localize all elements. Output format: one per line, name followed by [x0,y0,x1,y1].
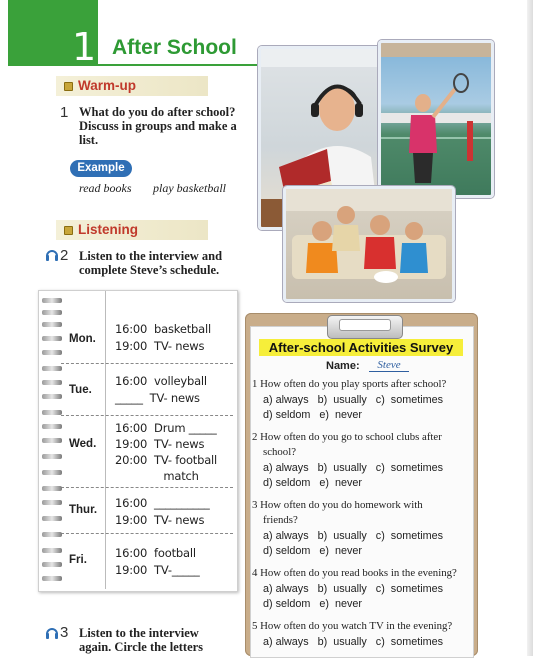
schedule-blank-line[interactable]: _____ TV- news [115,391,200,405]
survey-q5-options[interactable]: a) always b) usually c) sometimes [263,636,443,648]
listening-q3-line-1: Listen to the interview [79,626,199,640]
survey-q1-options[interactable]: a) always b) usually c) sometimes [263,394,443,406]
warmup-question-number: 1 [60,104,69,121]
survey-name-value[interactable]: Steve [369,359,409,372]
title-underline [98,64,258,66]
warmup-question-line-3: list. [79,133,99,147]
survey-q2: 2 How often do you go to school clubs after [252,431,442,443]
example-item-1: read books [79,181,132,195]
photo-kids-watching-tv [283,186,455,302]
survey-q2-options[interactable]: d) seldom e) never [263,477,363,489]
schedule-day-wed: Wed. [69,438,97,450]
audio-icon[interactable] [45,625,59,640]
schedule-day-mon: Mon. [69,333,96,345]
schedule-line: match [115,469,199,483]
notebook-spiral [30,292,60,588]
listening-q2-line-1: Listen to the interview and [79,249,223,263]
survey-q3: friends? [263,514,298,526]
warmup-bullet-icon [64,82,73,91]
survey-q2-options[interactable]: a) always b) usually c) sometimes [263,462,443,474]
example-item-2: play basketball [153,181,226,195]
example-badge: Example [70,160,132,177]
survey-q1-options[interactable]: d) seldom e) never [263,409,363,421]
survey-q5: 5 How often do you watch TV in the evening? [252,620,453,632]
schedule-line: 19:00 TV- news [115,437,205,451]
schedule-column-divider [105,291,106,589]
survey-title: After-school Activities Survey [259,339,463,356]
schedule-day-tue: Tue. [69,384,92,396]
listening-label: Listening [78,222,138,237]
schedule-line: 16:00 volleyball [115,374,207,388]
schedule-divider [61,533,233,534]
survey-q3-options[interactable]: d) seldom e) never [263,545,363,557]
clipboard-clip-hole [339,319,391,331]
schedule-day-fri: Fri. [69,554,87,566]
schedule-line: 19:00 TV- news [115,513,205,527]
survey-q3-options[interactable]: a) always b) usually c) sometimes [263,530,443,542]
schedule-notebook [38,290,238,592]
schedule-line: 16:00 football [115,546,196,560]
listening-q2-number: 2 [60,247,69,264]
schedule-line: 19:00 TV- news [115,339,205,353]
survey-q4: 4 How often do you read books in the evening? [252,567,457,579]
schedule-divider [61,487,233,488]
warmup-question-line-1: What do you do after school? [79,105,236,119]
unit-number: 1 [72,25,97,69]
listening-q2-line-2: complete Steve’s schedule. [79,263,220,277]
survey-q3: 3 How often do you do homework with [252,499,423,511]
survey-q1: 1 How often do you play sports after school? [252,378,447,390]
warmup-question-line-2: Discuss in groups and make a [79,119,237,133]
schedule-divider [61,363,233,364]
survey-q2: school? [263,446,296,458]
schedule-line: 20:00 TV- football [115,453,218,467]
listening-q3-number: 3 [60,624,69,641]
schedule-divider [61,415,233,416]
survey-name-label: Name: [326,360,360,372]
survey-q4-options[interactable]: d) seldom e) never [263,598,363,610]
listening-q3-line-2: again. Circle the letters [79,640,204,654]
schedule-blank-line[interactable]: 16:00 Drum _____ [115,421,217,435]
photo-badminton [378,40,494,198]
schedule-blank-line[interactable]: 19:00 TV-_____ [115,563,200,577]
listening-bullet-icon [64,226,73,235]
page-edge [527,0,533,656]
survey-q4-options[interactable]: a) always b) usually c) sometimes [263,583,443,595]
unit-title: After School [112,36,237,59]
audio-icon[interactable] [45,247,59,262]
warmup-label: Warm-up [78,78,136,93]
schedule-line: 16:00 basketball [115,322,211,336]
schedule-day-thur: Thur. [69,504,98,516]
schedule-blank-line[interactable]: 16:00 __________ [115,496,210,510]
